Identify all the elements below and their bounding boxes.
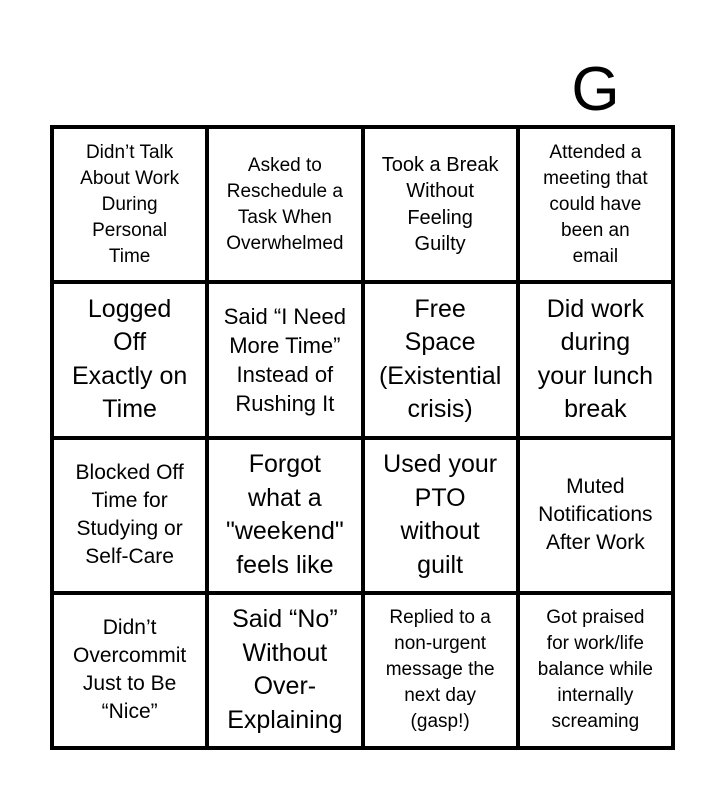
bingo-cell[interactable] <box>365 440 516 591</box>
free-space-cell[interactable] <box>365 284 516 435</box>
header-letter-3 <box>362 54 517 126</box>
bingo-cell[interactable] <box>365 129 516 280</box>
cell-text: Forgot what a "weekend" feels like <box>225 450 344 579</box>
header-letter-g: G <box>571 55 620 124</box>
bingo-cell[interactable] <box>54 284 205 435</box>
header-letter-2 <box>207 54 362 126</box>
cell-text: Did work during your lunch break <box>537 294 654 424</box>
bingo-cell[interactable] <box>520 129 671 280</box>
cell-text: Asked to Reschedule a Task When Overwhelmed <box>226 154 344 254</box>
header-letter-1 <box>52 54 207 126</box>
bingo-cell[interactable] <box>520 284 671 435</box>
cell-text: Said “No” Without Over- Explaining <box>227 605 343 734</box>
bingo-cell[interactable] <box>209 440 360 591</box>
cell-text: Used your PTO without guilt <box>383 450 498 579</box>
cell-text: Free Space (Existential crisis) <box>378 294 502 424</box>
cell-text: Attended a meeting that could have been an email <box>543 141 648 267</box>
bingo-cell[interactable] <box>365 595 516 746</box>
cell-text: Didn’t Overcommit Just to Be “Nice” <box>73 616 187 724</box>
cell-text: Replied to a non-urgent message the next day (gasp!) <box>385 607 495 733</box>
cell-text: Said “I Need More Time” Instead of Rushing It <box>223 303 347 416</box>
bingo-card-grid <box>50 125 675 750</box>
bingo-cell[interactable] <box>209 129 360 280</box>
cell-text: Logged Off Exactly on Time <box>71 294 188 424</box>
bingo-cell[interactable] <box>54 440 205 591</box>
bingo-cell[interactable] <box>520 595 671 746</box>
bingo-cell[interactable] <box>209 284 360 435</box>
bingo-cell[interactable] <box>520 440 671 591</box>
cell-text: Blocked Off Time for Studying or Self-Care <box>75 461 184 569</box>
cell-text: Muted Notifications After Work <box>538 475 653 555</box>
bingo-cell[interactable] <box>54 595 205 746</box>
cell-text: Got praised for work/life balance while internally screaming <box>537 607 653 733</box>
bingo-cell[interactable] <box>54 129 205 280</box>
cell-text: Didn’t Talk About Work During Personal Time <box>80 141 180 267</box>
cell-text: Took a Break Without Feeling Guilty <box>381 153 499 256</box>
bingo-cell[interactable] <box>209 595 360 746</box>
